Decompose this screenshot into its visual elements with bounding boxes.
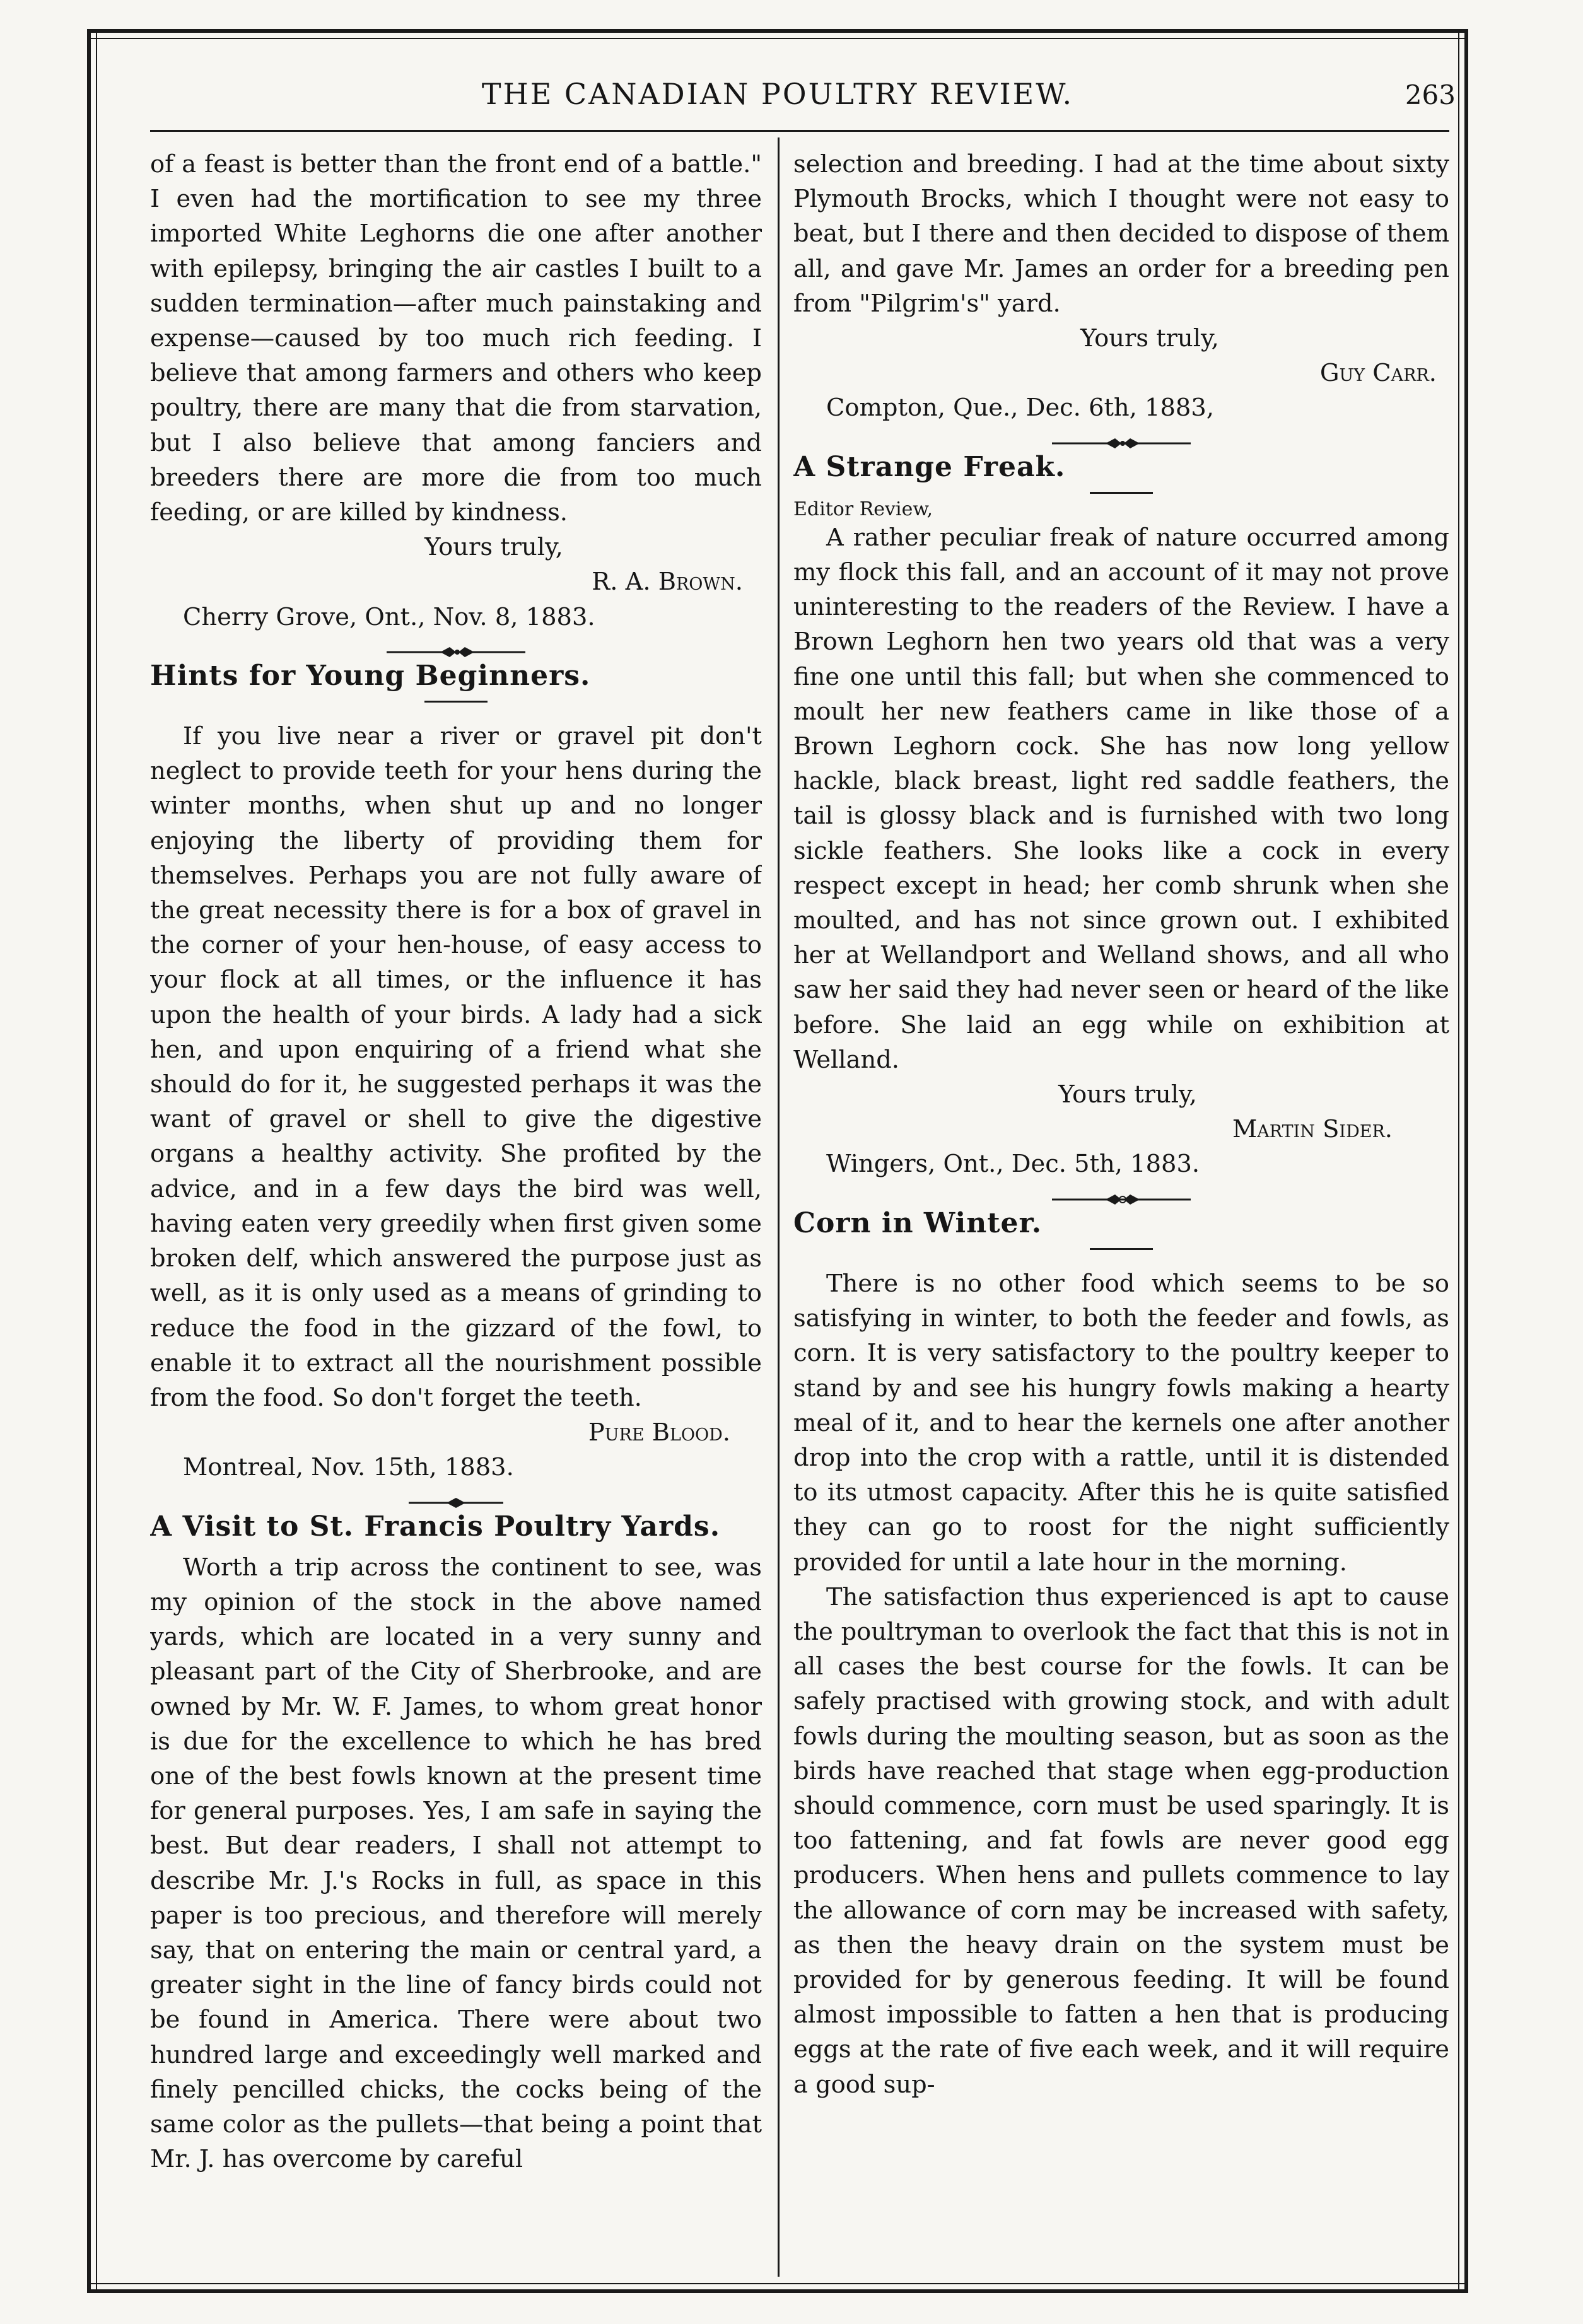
ornament-divider [150, 634, 762, 658]
article-heading: A Strange Freak. [793, 450, 1066, 483]
article-paragraph: A rather peculiar freak of nature occurred among my flock this fall, and an account of it may not prove uninteresting to the readers of the Review. I have a Brown Leghorn hen two years old that was a very fine one until this fall; but when she commenced to moult her new feathers came in like those of a Brown Leghorn cock. She has now long yellow hackle, black breast, light red saddle feathers, the tail is glossy black and is furnished with two long sickle feathers. She looks like a cock in every respect except in head; her comb shrunk when she moulted, and has not since grown out. I exhibited her at Wellandport and Welland shows, and all who saw her said they had never seen or heard of the like before. She laid an egg while on exhibition at Welland. [793, 523, 1449, 1074]
article-heading: A Visit to St. Francis Poultry Yards. [150, 1510, 721, 1543]
dateline: Compton, Que., Dec. 6th, 1883, [826, 394, 1214, 423]
header-rule [150, 130, 1449, 132]
article-paragraph: If you live near a river or gravel pit don't neglect to provide teeth for your hens during the winter months, when shut up and no longer enjoying the liberty of providing them for themselves. Perhaps you are not fully aware of the great necessity there is for a box of gravel in the corner of your hen-house, of easy access to your flock at all times, or the influence it has upon the health of your birds. A lady had a sick hen, and upon enquiring of a friend what she should do for it, he suggested perhaps it was the want of gravel or shell to give the digestive organs a healthy activity. She profited by the advice, and in a few days the bird was well, having eaten very greedily when first given some broken delf, which answered the purpose just as well, as it is only used as a means of grinding to reduce the food in the gizzard of the fowl, to enable it to extract all the nourishment possible from the food. So don't forget the teeth. [150, 722, 762, 1412]
top-border-rule [87, 29, 1468, 33]
signature: R. A. Brown. [592, 568, 743, 597]
publication-title: THE CANADIAN POULTRY REVIEW. [481, 77, 1074, 111]
dateline: Montreal, Nov. 15th, 1883. [183, 1453, 514, 1482]
dateline: Cherry Grove, Ont., Nov. 8, 1883. [183, 602, 595, 631]
left-border-rule [87, 29, 91, 2293]
heading-rule [424, 701, 488, 703]
article-paragraph: of a feast is better than the front end of a battle." I even had the mortification to see my three imported White Leghorns die one after another with epilepsy, bringing the air castles I built to a sudden termination—after much painstaking and expense—caused by too much rich feeding. I believe that among farmers and others who keep poultry, there are many that die from starvation, but I also believe that among fanciers and breeders there are more die from too much feeding, or are killed by kindness. [150, 150, 762, 527]
signature: Pure Blood. [588, 1418, 730, 1447]
article-paragraph: Worth a trip across the continent to see, was my opinion of the stock in the above named yards, which are located in a very sunny and pleasant part of the City of Sherbrooke, and are owned by Mr. W. F. James, to whom great honor is due for the excellence to which he has bred one of the best fowls known at the present time for general purposes. Yes, I am safe in saying the best. But dear readers, I shall not attempt to describe Mr. J.'s Rocks in full, as space in this paper is too precious, and therefore will merely say, that on entering the main or central yard, a greater sight in the line of fancy birds could not be found in America. There were about two hundred large and exceedingly well marked and finely pencilled chicks, the cocks being of the same color as the pullets—that being a point that Mr. J. has overcome by careful [150, 1553, 762, 2174]
closing: Yours truly, [1058, 1080, 1197, 1109]
newspaper-page [87, 18, 1468, 2301]
bottom-border-rule-thin [87, 2283, 1468, 2284]
top-border-rule-thin [87, 38, 1468, 39]
page-number: 263 [1405, 79, 1456, 110]
right-border-rule [1464, 29, 1468, 2293]
right-column [793, 147, 1449, 2269]
heading-rule [1090, 492, 1153, 494]
article-heading: Hints for Young Beginners. [150, 659, 591, 692]
signature: Guy Carr. [1319, 359, 1437, 388]
heading-rule [1090, 1248, 1153, 1250]
ornament-divider [793, 1182, 1449, 1206]
left-column [150, 147, 762, 2269]
bottom-border-rule [87, 2289, 1468, 2293]
dateline: Wingers, Ont., Dec. 5th, 1883. [826, 1150, 1200, 1179]
right-border-rule-thin [1458, 29, 1459, 2293]
signature: Martin Sider. [1232, 1115, 1393, 1144]
left-border-rule-thin [96, 29, 97, 2293]
ornament-divider [793, 426, 1449, 450]
article-heading: Corn in Winter. [793, 1206, 1043, 1239]
closing: Yours truly, [424, 533, 563, 562]
ornament-divider [150, 1485, 762, 1509]
article-paragraph: There is no other food which seems to be so satisfying in winter, to both the feeder and fowls, as corn. It is very satisfactory to the poultry keeper to stand by and see his hungry fowls making a hearty meal of it, and to hear the kernels one after another drop into the crop with a rattle, until it is distended to its utmost capacity. After this he is quite satisfied they can go to roost for the night sufficiently provided for until a late hour in the morning. [793, 1269, 1449, 1577]
closing: Yours truly, [1080, 324, 1219, 353]
page-header [87, 67, 1468, 127]
article-paragraph: selection and breeding. I had at the time about sixty Plymouth Brocks, which I thought were not easy to beat, but I there and then decided to dispose of them all, and gave Mr. James an order for a breeding pen from "Pilgrim's" yard. [793, 150, 1449, 318]
column-divider [778, 137, 780, 2277]
article-paragraph: The satisfaction thus experienced is apt to cause the poultryman to overlook the fact that this is not in all cases the best course for the fowls. It can be safely practised with growing stock, and with adult fowls during the moulting season, but as soon as the birds have reached that stage when egg-production should commence, corn must be used sparingly. It is too fattening, and fat fowls are never good egg producers. When hens and pullets commence to lay the allowance of corn may be increased with safety, as then the heavy drain on the system must be provided for by generous feeding. It will be found almost impossible to fatten a hen that is producing eggs at the rate of five each week, and it will require a good sup- [793, 1582, 1449, 2099]
editor-salutation: Editor Review, [793, 498, 933, 520]
